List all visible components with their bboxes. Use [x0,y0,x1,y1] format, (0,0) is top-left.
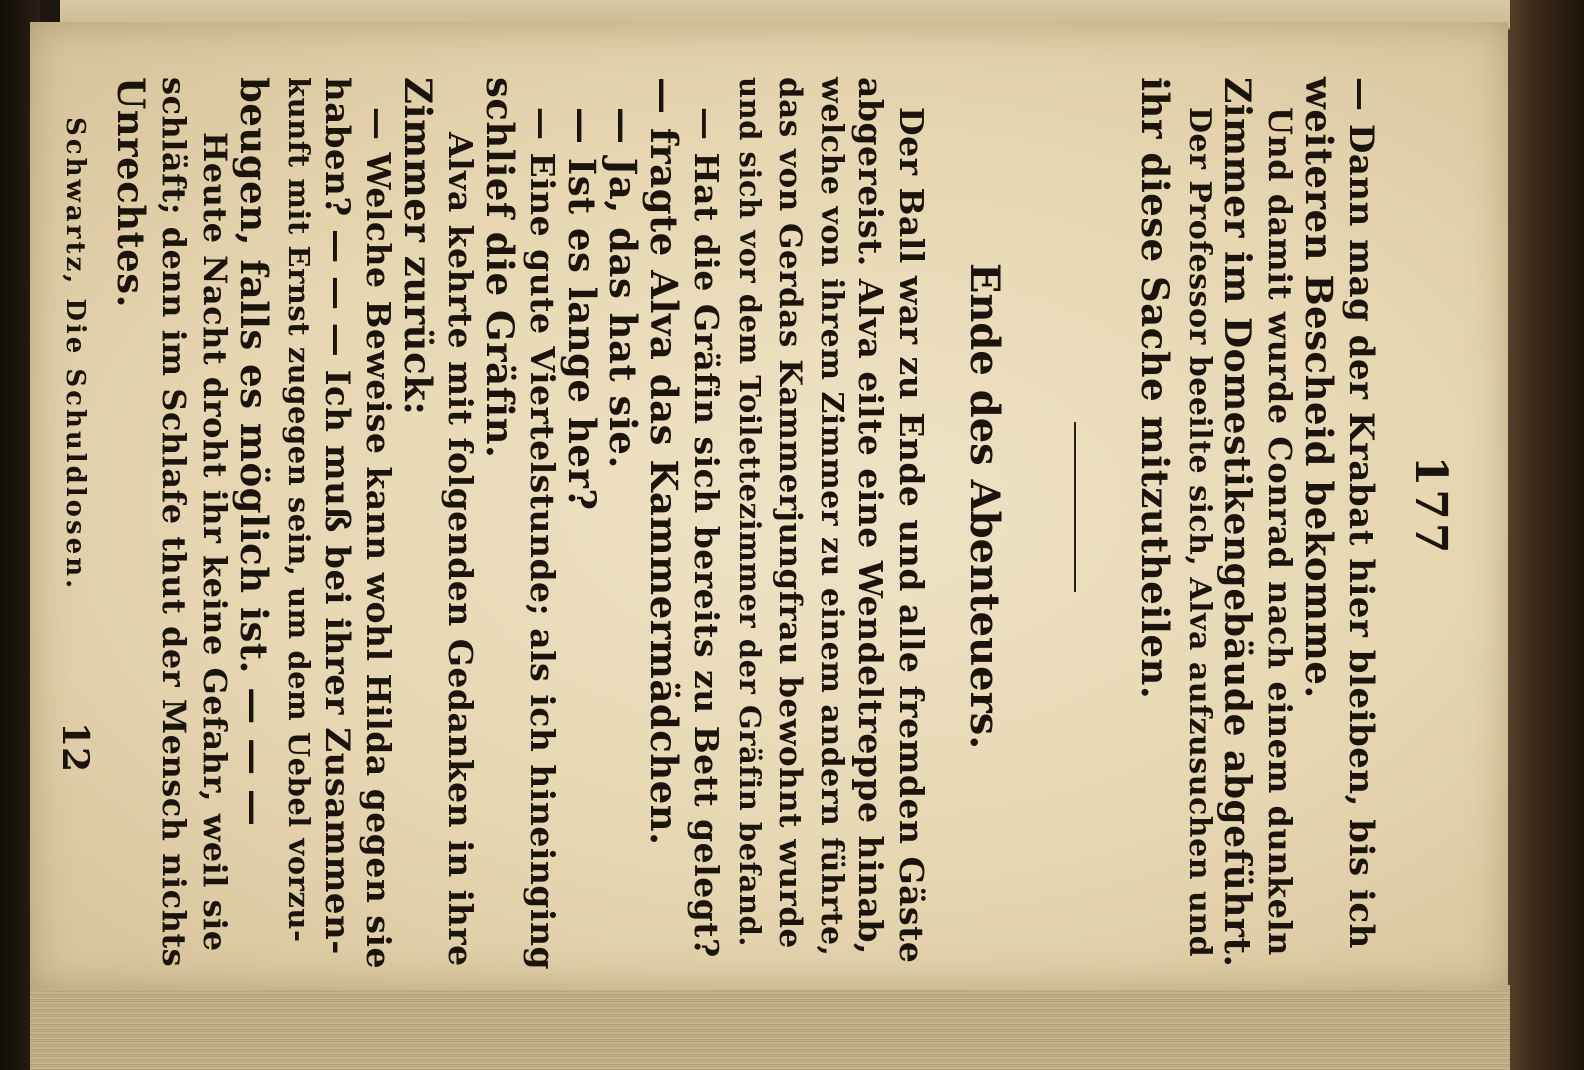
text-line: Alva kehrte mit folgenden Gedanken in ihre [441,132,480,967]
text-line: Und damit wurde Conrad nach einem dunkeln [1261,107,1299,956]
text-line: beugen, falls es möglich ist. — — — [232,77,276,827]
book-page [30,22,1508,990]
text-line: das von Gerdas Kammerjungfrau bewohnt wurde [772,77,808,949]
text-line: — Eine gute Viertelstunde; als ich hineinging [523,107,562,971]
section-divider [1074,422,1076,592]
text-line: und sich vor dem Toilettezimmer der Gräfin befand. [733,77,767,947]
text-line: — fragte Alva das Kammermädchen. [642,77,686,846]
text-line: Zimmer im Domestikengebäude abgeführt. [1216,77,1258,968]
text-line: — Ist es lange her? [560,107,604,511]
section-heading: Ende des Abenteuers. [961,262,1008,750]
text-line: — Dann mag der Krabat hier bleiben, bis ich [1341,77,1381,949]
text-line: schlief die Gräfin. [478,77,522,459]
sheet-number: 12 [54,722,96,773]
text-line: abgereist. Alva eilte eine Wendeltreppe hinab, [851,77,890,955]
text-line: ihr diese Sache mitzutheilen. [1133,77,1177,700]
page-number: 177 [1405,455,1456,557]
text-line: Unrechtes. [109,77,153,308]
text-line: Heute Nacht droht ihr keine Gefahr, weil sie [196,132,234,952]
page-text-block [30,22,1508,990]
text-line: Zimmer zurück: [396,77,440,416]
book-cover-right [1506,0,1584,1070]
text-line: Der Ball war zu Ende und alle fremden Gäste [892,107,931,964]
page-edges-bottom [30,985,1510,1070]
text-line: — Ja, das hat sie. [601,107,645,469]
text-line: — Hat die Gräfin sich bereits zu Bett gelegt? [687,107,726,958]
signature-line: Schwartz, Die Schuldlosen. [60,117,90,592]
text-line: weiteren Bescheid bekomme. [1297,77,1341,699]
text-line: welche von ihrem Zimmer zu einem andern führte, [814,77,849,957]
text-line: — Welche Beweise kann wohl Hilda gegen sie [359,107,398,969]
text-line: Der Professor beeilte sich, Alva aufzusuchen und [1182,107,1217,958]
text-line: haben? — — — Ich muß bei ihrer Zusammen- [317,77,357,955]
text-line: schläft; denn im Schlafe thut der Mensch nichts [155,77,193,968]
text-line: kunft mit Ernst zugegen sein, um dem Uebel vorzu- [282,77,316,943]
